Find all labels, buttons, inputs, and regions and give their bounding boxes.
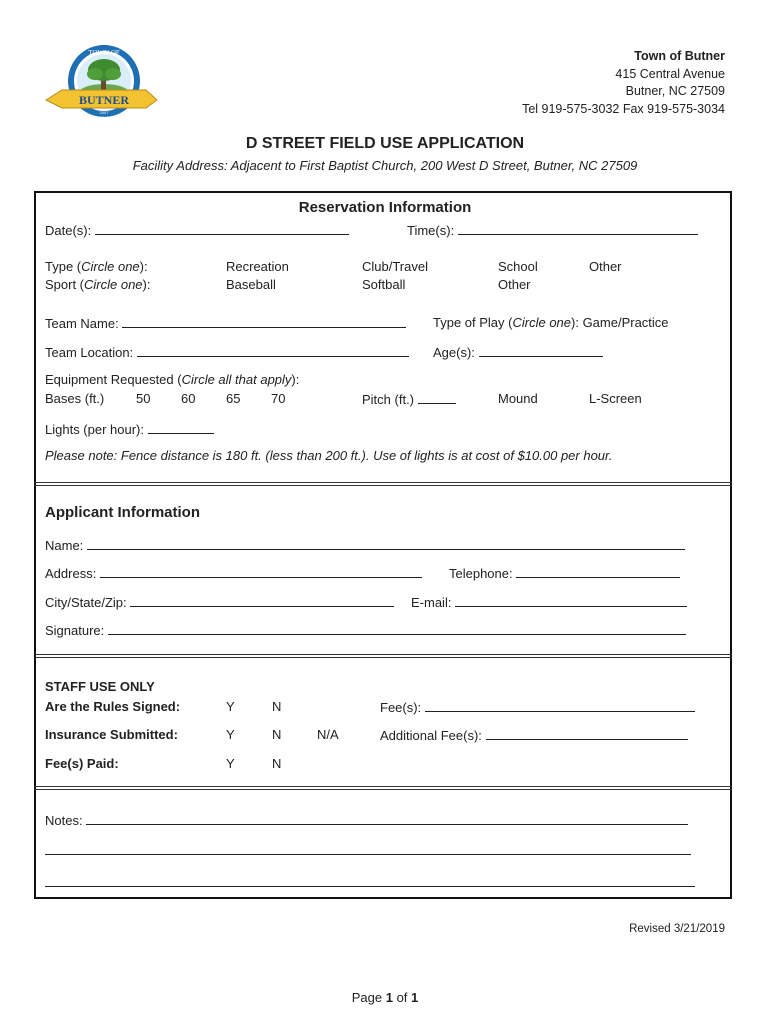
rules-no-option[interactable]: N (272, 699, 282, 714)
bases-option-60[interactable]: 60 (181, 391, 196, 406)
logo-top-text: TOWN OF (88, 49, 120, 57)
type-option-other[interactable]: Other (589, 259, 622, 274)
fence-note: Please note: Fence distance is 180 ft. (less than 200 ft.). Use of lights is at cost of $10.00 per hour. (45, 448, 613, 463)
town-of-butner-logo (44, 42, 159, 124)
notes-line[interactable] (86, 812, 688, 825)
lscreen-option[interactable]: L-Screen (589, 391, 642, 406)
fees-label: Fee(s): (380, 700, 422, 715)
revised-date: Revised 3/21/2019 (629, 923, 725, 935)
page-number: Page 1 of 1 (351, 990, 419, 1005)
additional-fees-label: Additional Fee(s): (380, 728, 482, 743)
lights-line[interactable] (148, 421, 214, 434)
type-option-recreation[interactable]: Recreation (226, 259, 289, 274)
town-phones: Tel 919-575-3032 Fax 919-575-3034 (522, 101, 725, 116)
notes-label: Notes: (45, 813, 83, 828)
dates-label: Date(s): (45, 223, 92, 238)
insurance-submitted-label: Insurance Submitted: (45, 727, 178, 742)
additional-fees-field[interactable] (380, 727, 688, 743)
team-name-field[interactable] (45, 315, 406, 331)
team-location-field[interactable] (45, 344, 409, 360)
city-state-zip-label: City/State/Zip: (45, 595, 127, 610)
email-line[interactable] (455, 594, 687, 607)
team-name-label: Team Name: (45, 316, 119, 331)
notes-field[interactable] (45, 812, 688, 828)
sport-label: Sport (Circle one): (45, 277, 151, 292)
dates-field[interactable] (45, 222, 349, 238)
signature-field[interactable] (45, 622, 686, 638)
fees-line[interactable] (425, 699, 695, 712)
type-of-play: Type of Play (Circle one): Game/Practice (433, 315, 669, 330)
team-name-line[interactable] (122, 315, 406, 328)
telephone-field[interactable] (449, 565, 680, 581)
document-title: D STREET FIELD USE APPLICATION (245, 135, 525, 152)
insurance-yes-option[interactable]: Y (226, 727, 235, 742)
notes-line[interactable] (45, 874, 695, 887)
rules-signed-label: Are the Rules Signed: (45, 699, 181, 714)
notes-line[interactable] (45, 842, 691, 855)
section-divider (34, 654, 732, 658)
mound-option[interactable]: Mound (498, 391, 538, 406)
town-city: Butner, NC 27509 (625, 84, 725, 98)
name-label: Name: (45, 538, 84, 553)
fees-field[interactable] (380, 699, 695, 715)
ages-field[interactable] (433, 344, 603, 360)
sport-option-other[interactable]: Other (498, 277, 531, 292)
applicant-heading: Applicant Information (45, 504, 200, 521)
ages-line[interactable] (479, 344, 603, 357)
bases-option-50[interactable]: 50 (136, 391, 151, 406)
section-divider (34, 786, 732, 790)
name-line[interactable] (87, 537, 685, 550)
type-label: Type (Circle one): (45, 259, 148, 274)
insurance-no-option[interactable]: N (272, 727, 282, 742)
additional-fees-line[interactable] (486, 727, 688, 740)
town-street: 415 Central Avenue (615, 66, 725, 81)
bases-option-70[interactable]: 70 (271, 391, 286, 406)
section-divider (34, 482, 732, 486)
times-label: Time(s): (407, 223, 455, 238)
fees-paid-yes-option[interactable]: Y (226, 756, 235, 771)
signature-line[interactable] (108, 622, 686, 635)
ages-label: Age(s): (433, 345, 475, 360)
reservation-heading: Reservation Information (298, 199, 472, 216)
town-contact-block (522, 48, 725, 118)
lights-field[interactable] (45, 421, 214, 437)
fees-paid-label: Fee(s) Paid: (45, 756, 119, 771)
bases-option-65[interactable]: 65 (226, 391, 241, 406)
team-location-label: Team Location: (45, 345, 134, 360)
pitch-label: Pitch (ft.) (362, 392, 415, 407)
lights-label: Lights (per hour): (45, 422, 144, 437)
times-line[interactable] (458, 222, 698, 235)
city-state-zip-field[interactable] (45, 594, 394, 610)
telephone-label: Telephone: (449, 566, 513, 581)
logo-banner-text: BUTNER (78, 93, 130, 107)
staff-use-heading: STAFF USE ONLY (45, 679, 155, 694)
telephone-line[interactable] (516, 565, 680, 578)
facility-address: Facility Address: Adjacent to First Baptist Church, 200 West D Street, Butner, NC 27509 (132, 158, 638, 173)
insurance-na-option[interactable]: N/A (317, 727, 339, 742)
equipment-label: Equipment Requested (Circle all that apply): (45, 372, 300, 387)
address-field[interactable] (45, 565, 422, 581)
logo-small-text: 2007 (99, 110, 109, 115)
address-line[interactable] (100, 565, 422, 578)
sport-option-softball[interactable]: Softball (362, 277, 406, 292)
town-name: Town of Butner (634, 49, 725, 63)
sport-option-baseball[interactable]: Baseball (226, 277, 276, 292)
type-option-club-travel[interactable]: Club/Travel (362, 259, 428, 274)
fees-paid-no-option[interactable]: N (272, 756, 282, 771)
logo-bottom-text: NORTH CAROLINA (86, 115, 122, 120)
signature-label: Signature: (45, 623, 105, 638)
team-location-line[interactable] (137, 344, 409, 357)
dates-line[interactable] (95, 222, 349, 235)
rules-yes-option[interactable]: Y (226, 699, 235, 714)
bases-label: Bases (ft.) (45, 391, 105, 406)
applicant-name-field[interactable] (45, 537, 685, 553)
email-label: E-mail: (411, 595, 452, 610)
times-field[interactable] (407, 222, 698, 238)
pitch-line[interactable] (418, 391, 456, 404)
city-state-zip-line[interactable] (130, 594, 394, 607)
address-label: Address: (45, 566, 97, 581)
pitch-field[interactable] (362, 391, 456, 407)
type-option-school[interactable]: School (498, 259, 538, 274)
email-field[interactable] (411, 594, 687, 610)
